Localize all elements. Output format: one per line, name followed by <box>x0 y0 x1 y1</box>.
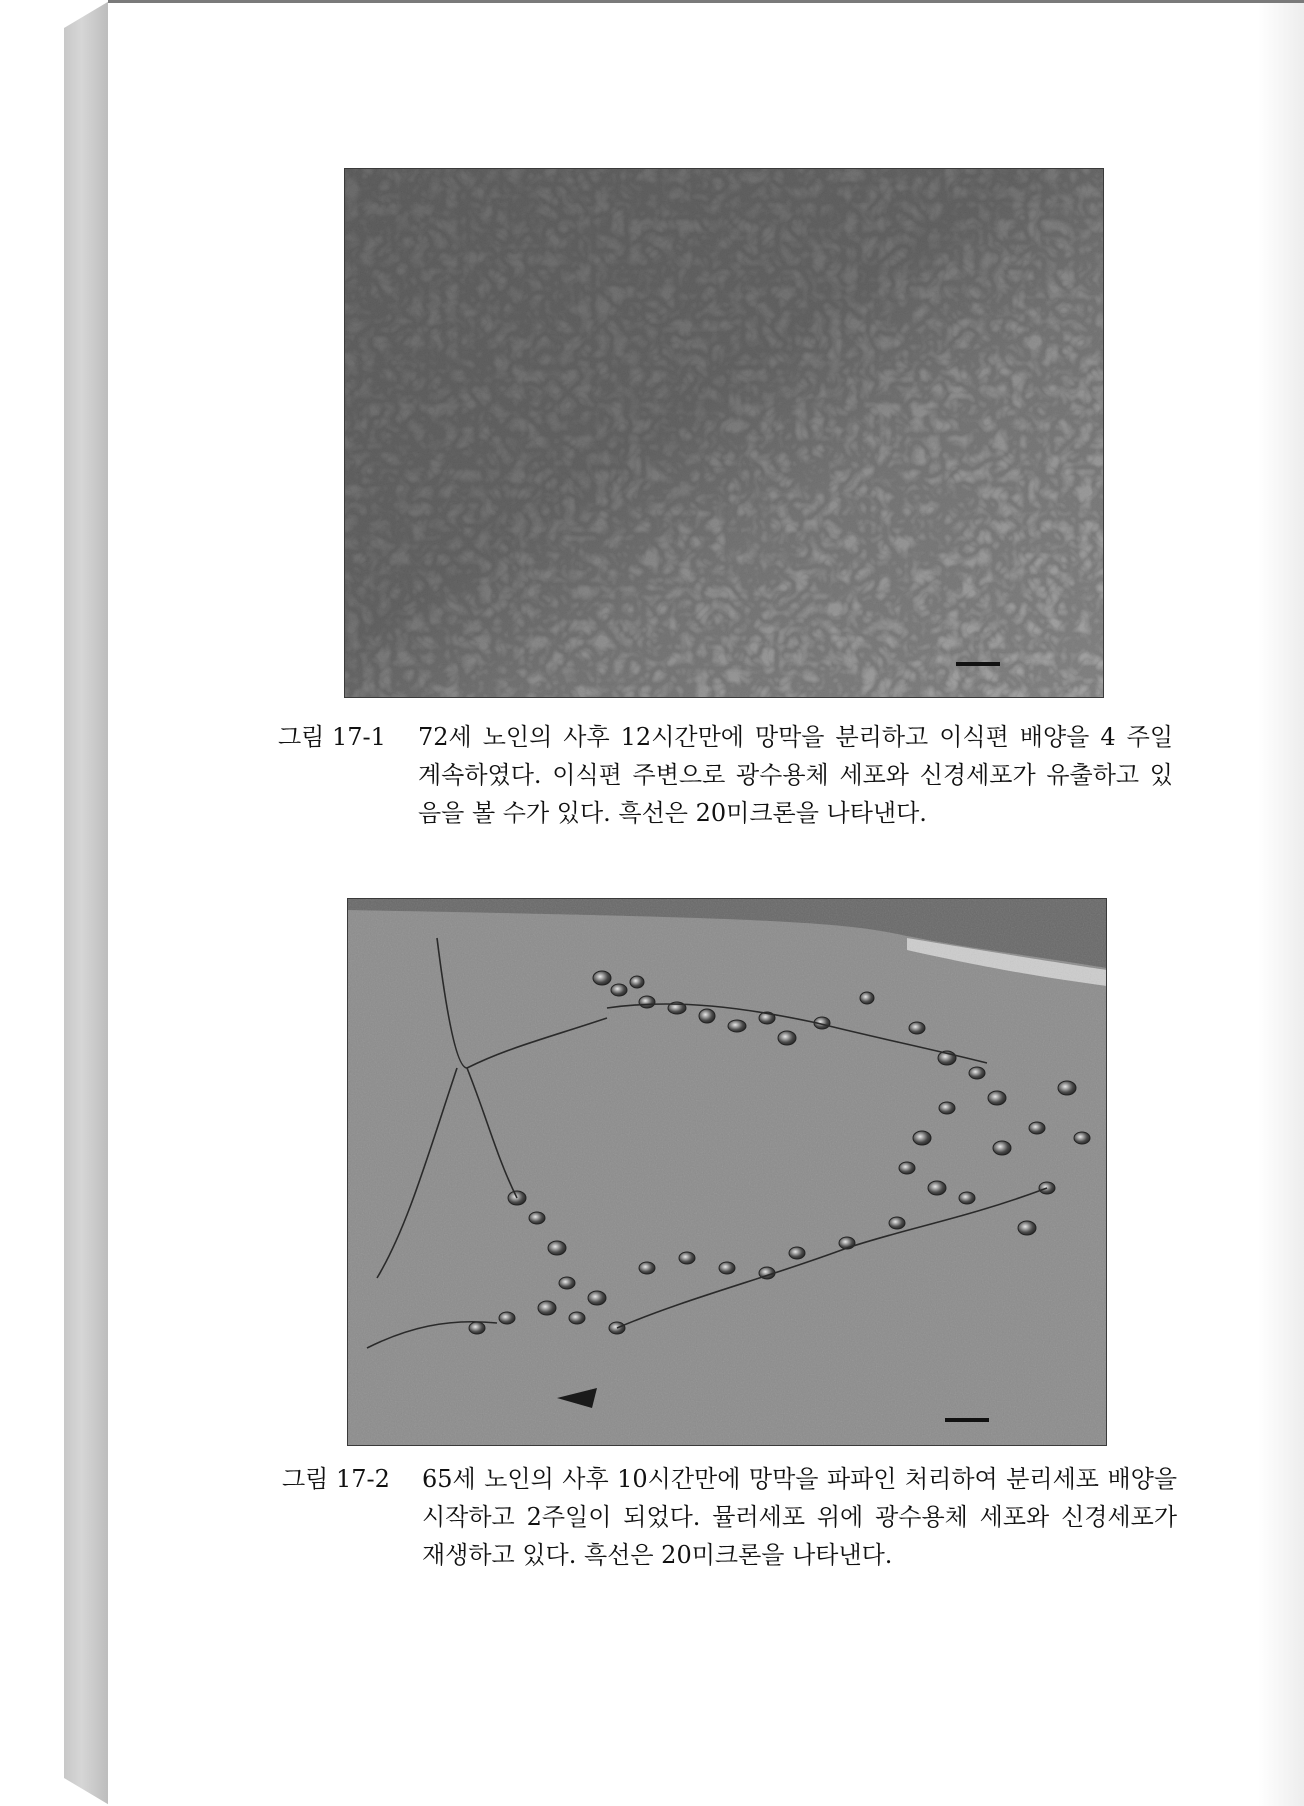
figure-17-1-label: 그림 17-1 <box>278 723 386 751</box>
micrograph-2-image <box>347 898 1107 1446</box>
scale-bar-1 <box>956 662 1000 666</box>
figure-17-2-micrograph <box>347 898 1107 1446</box>
figure-17-2-caption: 65세 노인의 사후 10시간만에 망막을 파파인 처리하여 분리세포 배양을 시작하고 2주일이 되었다. 뮬러세포 위에 광수용체 세포와 신경세포가 재생하고 있다. 흑선은 20미크론을 나타낸다. <box>422 1465 1177 1569</box>
page-edge-shadow <box>1258 3 1304 1806</box>
scale-bar-2 <box>945 1418 989 1422</box>
micrograph-1-image <box>344 168 1104 698</box>
figure-17-1-micrograph <box>344 168 1104 698</box>
figure-17-1-caption: 72세 노인의 사후 12시간만에 망막을 분리하고 이식편 배양을 4 주일 계속하였다. 이식편 주변으로 광수용체 세포와 신경세포가 유출하고 있음을 볼 수가 있다. 흑선은 20미크론을 나타낸다. <box>418 723 1173 827</box>
book-spine <box>64 0 111 1806</box>
page-margin-left <box>0 0 64 1806</box>
figure-17-2-label: 그림 17-2 <box>282 1465 390 1493</box>
